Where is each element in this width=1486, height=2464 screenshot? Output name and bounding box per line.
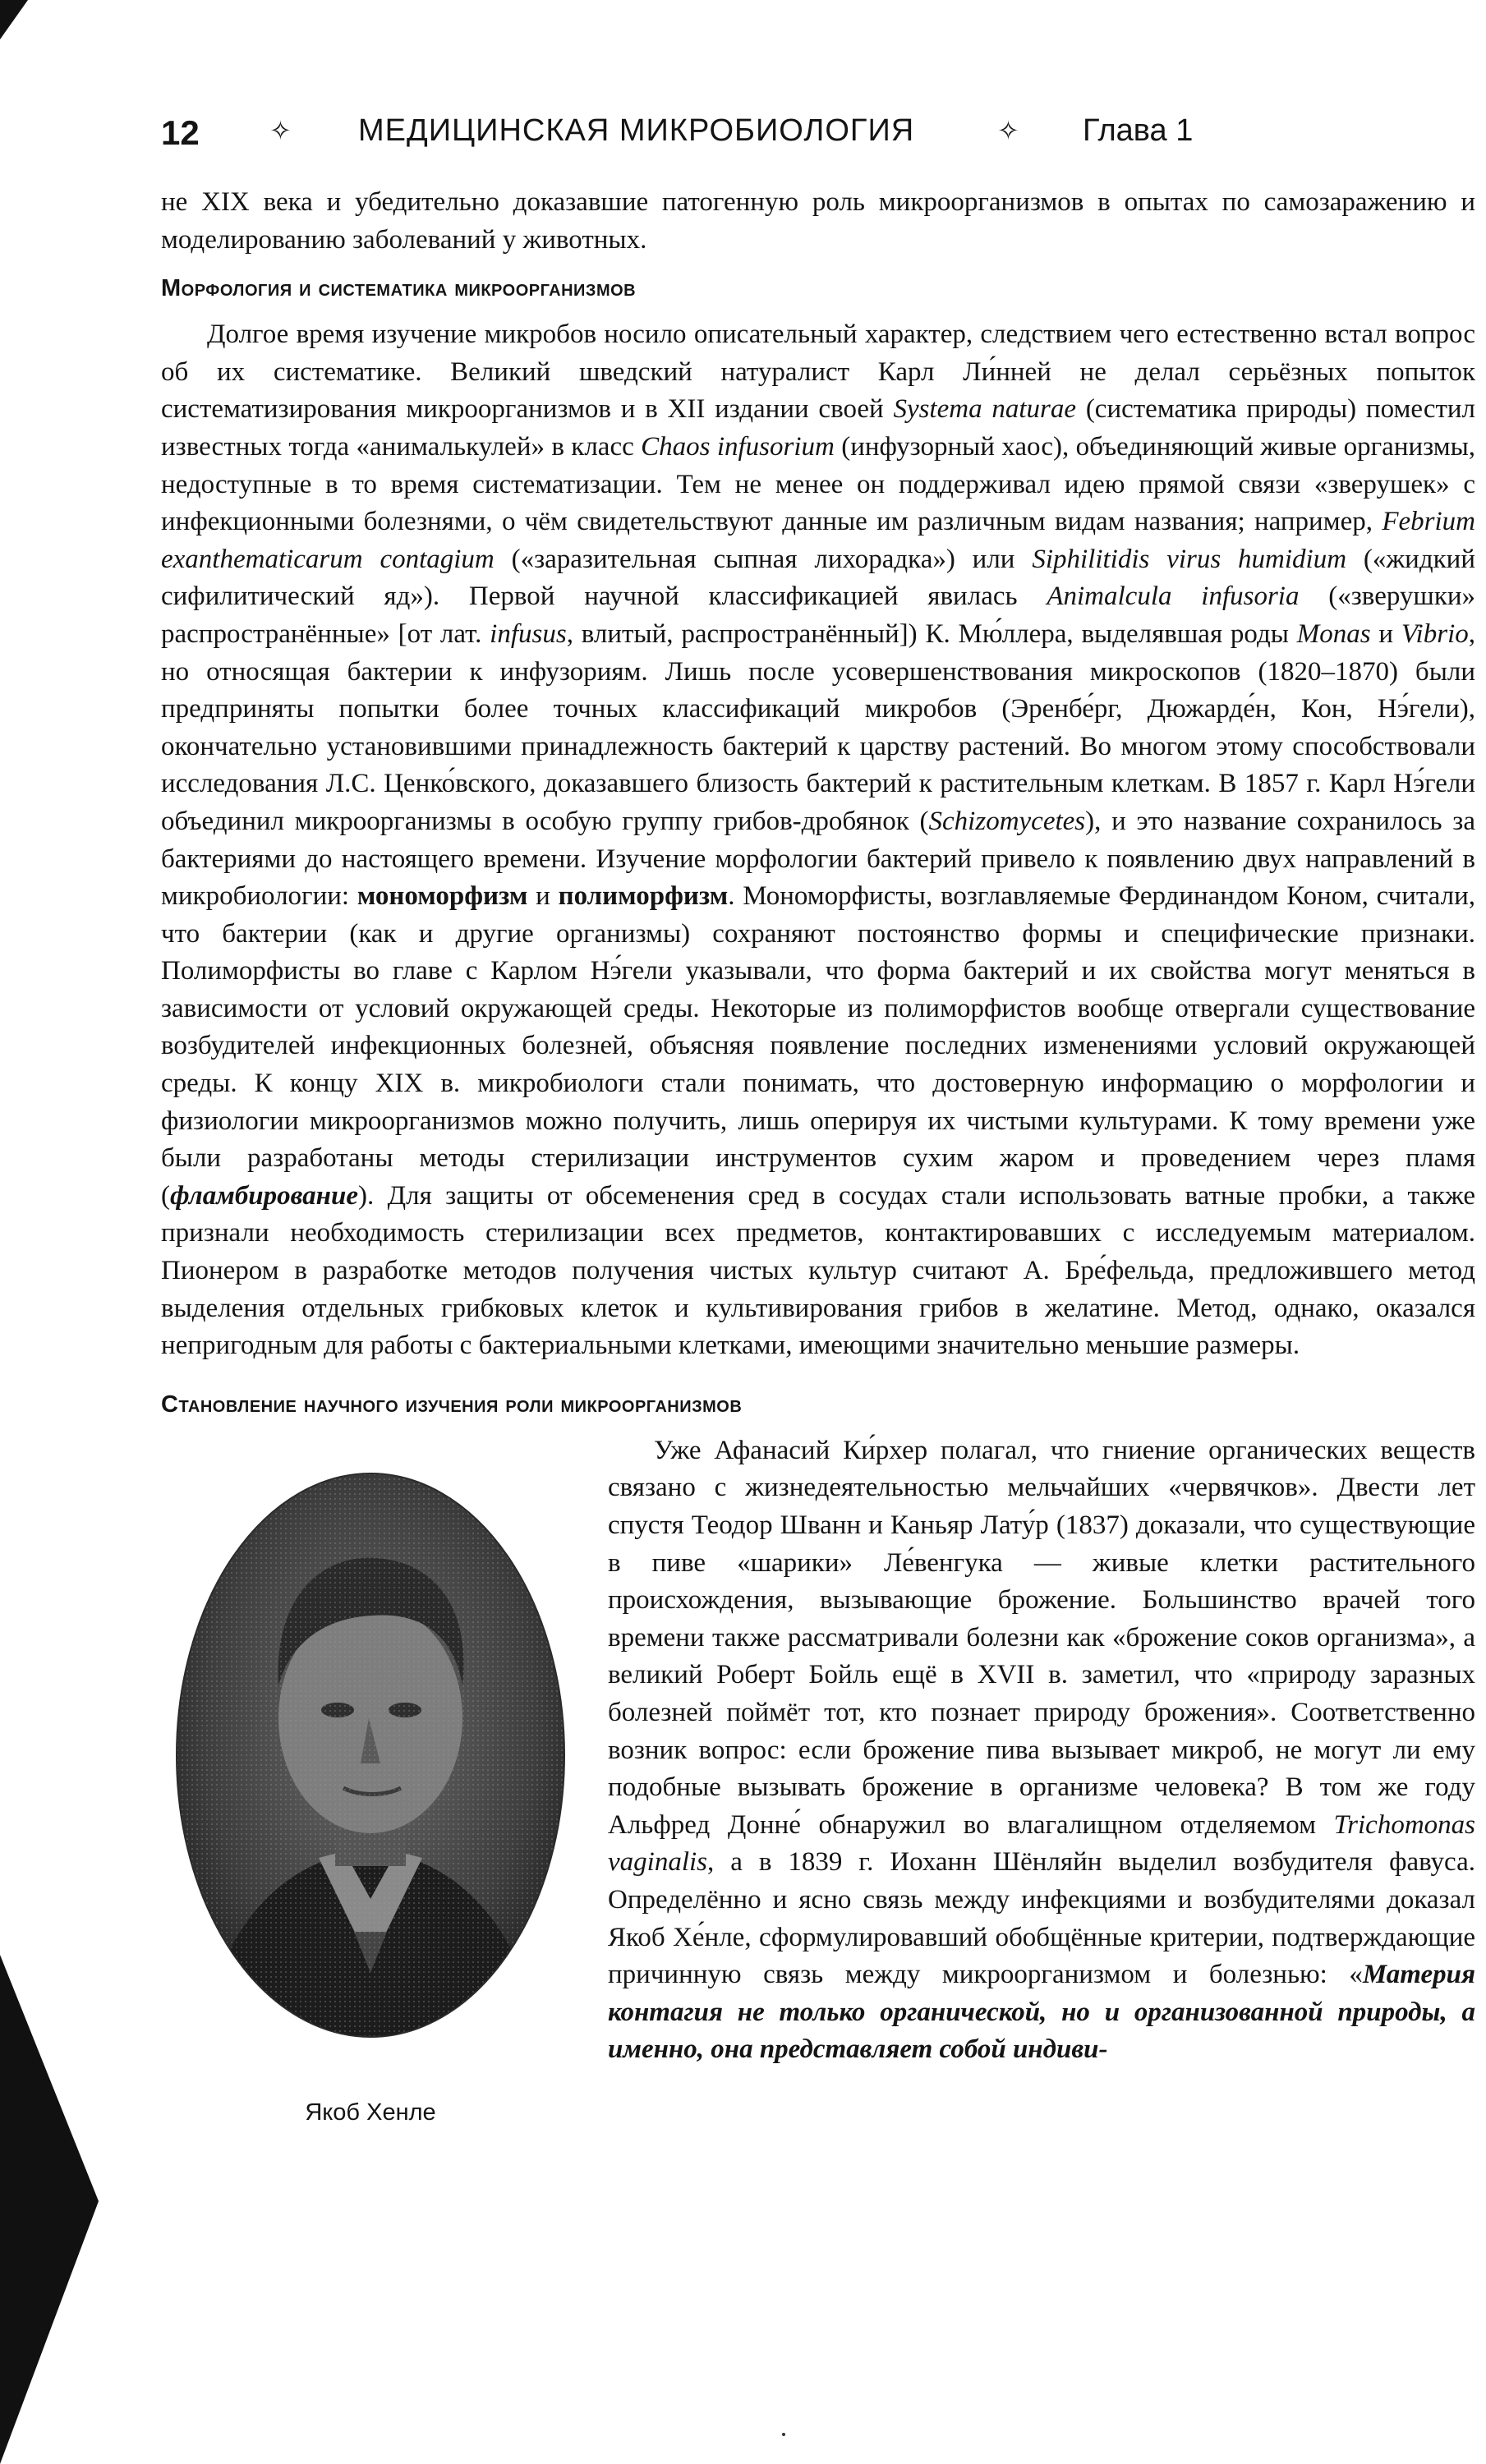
- section-heading-morphology: Морфология и систематика микроорганизмов: [161, 275, 637, 302]
- diamond-ornament-icon: ✧: [269, 116, 292, 145]
- section-heading-role: Становление научного изучения роли микроорганизмов: [161, 1391, 743, 1418]
- chapter-label: Глава 1: [1083, 113, 1194, 148]
- morphology-paragraph: Долгое время изучение микробов носило описательный характер, следствием чего естественно встал вопрос об их систематике. Великий шведский натуралист Карл Ли́нней не делал серьёзных попыток систематизирования микроорганизмов и в XII издании своей Systema naturae (систематика природы) поместил известных тогда «анималькулей» в класс Chaos infusorium (инфузорный хаос), объединяющий живые организмы, недоступные в то время систематизации. Тем не менее он поддерживал идею прямой связи «зверушек» с инфекционными болезнями, о чём свидетельствуют данные им различным видам названия; например, Febrium exanthematicarum contagium («заразительная сыпная лихорадка») или Siphilitidis virus humidium («жидкий сифилитический яд»). Первой научной классификацией явилась Animalcula infusoria («зверушки» распространённые» [от лат. infusus, влитый, распространённый]) К. Мю́ллера, выделявшая роды Monas и Vibrio, но относящая бактерии к инфузориям. Лишь после усовершенствования микроскопов (1820–1870) были предприняты попытки более точных классификаций микробов (Эренбе́рг, Дюжарде́н, Кон, Нэ́гели), окончательно установившими принадлежность бактерий к царству растений. Во многом этому способствовали исследования Л.С. Ценко́вского, доказавшего близость бактерий к растительным клеткам. В 1857 г. Карл Нэ́гели объединил микроорганизмы в особую группу грибов-дробянок (Schizomycetes), и это название сохранилось за бактериями до настоящего времени. Изучение морфологии бактерий привело к появлению двух направлений в микробиологии: мономорфизм и полиморфизм. Мономорфисты, возглавляемые Фердинандом Коном, считали, что бактерии (как и другие организмы) сохраняют постоянство формы и специфические признаки. Полиморфисты во главе с Карлом Нэ́гели указывали, что форма бактерий и их свойства могут меняться в зависимости от условий окружающей среды. Некоторые из полиморфистов вообще отвергали существование возбудителей инфекционных болезней, объясняя появление последних изменениями условий окружающей среды. К концу XIX в. микробиологи стали понимать, что достоверную информацию о морфологии и физиологии микроорганизмов можно получить, лишь оперируя их чистыми культурами. К тому времени уже были разработаны методы стерилизации инструментов сухим жаром и проведением через пламя (фламбирование). Для защиты от обсеменения сред в сосудах стали использовать ватные пробки, а также признали необходимость стерилизации всех предметов, контактировавших с исследуемым материалом. Пионером в разработке методов получения чистых культур считают А. Бре́фельда, предложившего метод выделения отдельных грибковых клеток и культивирования грибов в желатине. Метод, однако, оказался непригодным для работы с бактериальными клетками, имеющими значительно меньшие размеры.: [161, 319, 1476, 1361]
- portrait-figure: [161, 1439, 580, 2127]
- role-paragraph: Уже Афанасий Ки́рхер полагал, что гниение органических веществ связано с жизнедеятельностью мельчайших «червячков». Двести лет спустя Теодор Шванн и Каньяр Лату́р (1837) доказали, что существующие в пиве «шарики» Ле́венгука — живые клетки растительного происхождения, вызывающие брожение. Большинство врачей того времени также рассматривали болезни как «брожение соков организма», а великий Роберт Бойль ещё в XVII в. заметил, что «природу заразных болезней поймёт тот, кто познает природу брожения». Соответственно возник вопрос: если брожение пива вызывает микроб, не могут ли ему подобные вызывать брожение в организме человека? В том же году Альфред Донне́ обнаружил во влагалищном отделяемом Trichomonas vaginalis, а в 1839 г. Иоханн Шёнляйн выделил возбудителя фавуса. Определённо и ясно связь между инфекциями и возбудителями доказал Якоб Хе́нле, сформулировавший обобщённые критерии, подтверждающие причинную связь между микроорганизмом и болезнью: «Материя контагия не только органической, но и организованной природы, а именно, она представляет собой индиви-: [608, 1435, 1475, 2065]
- running-header: [161, 113, 1475, 163]
- print-speck: [782, 2433, 785, 2436]
- page-number: 12: [161, 113, 200, 152]
- page-corner-shadow: [0, 0, 28, 39]
- page-edge-shadow: [0, 1955, 99, 2464]
- portrait-henle-image: [175, 1472, 566, 2039]
- page-body: [161, 184, 1475, 2127]
- running-title: МЕДИЦИНСКАЯ МИКРОБИОЛОГИЯ: [358, 113, 915, 148]
- diamond-ornament-icon: ✧: [997, 116, 1019, 145]
- figure-caption: Якоб Хенле: [305, 2099, 436, 2126]
- intro-paragraph: не XIX века и убедительно доказавшие патогенную роль микроорганизмов в опытах по самозаражению и моделированию заболеваний у животных.: [161, 187, 1475, 255]
